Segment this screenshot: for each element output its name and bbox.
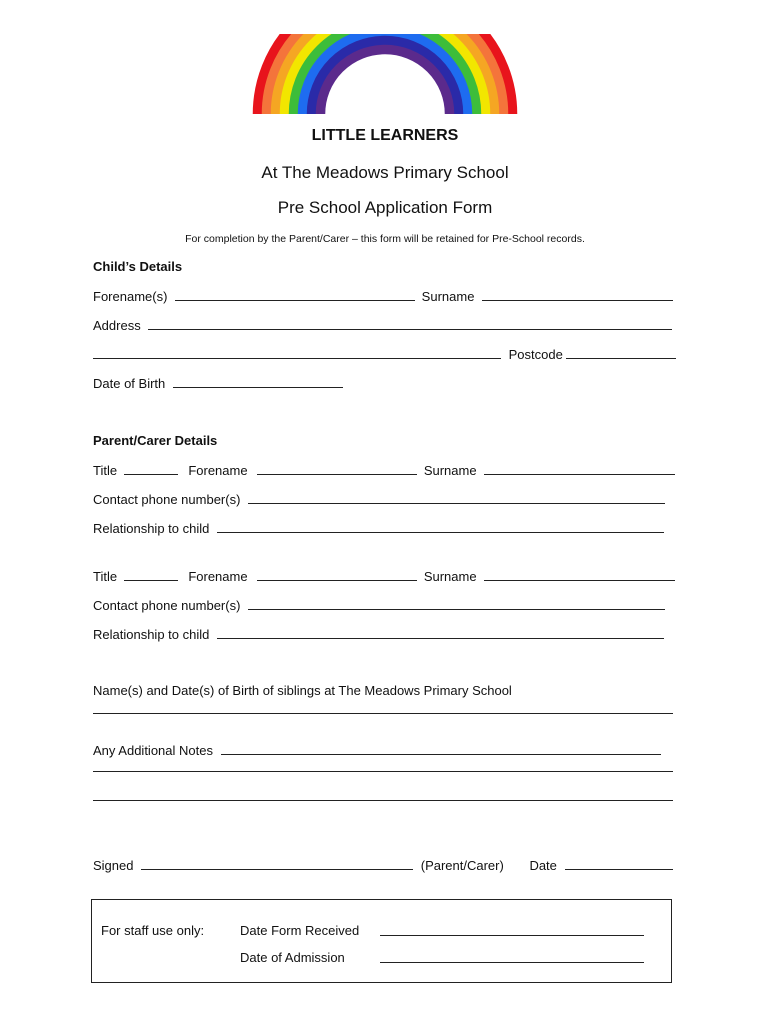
postcode-label: Postcode — [508, 347, 563, 362]
form-title: Pre School Application Form — [277, 198, 493, 217]
child-details-heading: Child’s Details — [93, 259, 183, 274]
parent2-surname-field[interactable] — [484, 568, 675, 581]
forename-label: Forename — [188, 463, 248, 478]
signature-field[interactable] — [141, 857, 413, 870]
date-form-received-field[interactable] — [380, 923, 644, 940]
parent1-phone-row — [93, 491, 665, 508]
child-address-row — [93, 317, 672, 334]
siblings-field[interactable] — [93, 713, 673, 714]
forename-label: Forename — [188, 569, 248, 584]
parent2-phone-row — [93, 597, 665, 614]
child-postcode-field[interactable] — [566, 346, 676, 359]
child-address-field[interactable] — [148, 317, 672, 330]
parent2-title-field[interactable] — [124, 568, 178, 581]
relationship-label: Relationship to child — [93, 627, 210, 642]
date-of-admission-field[interactable] — [380, 950, 644, 967]
child-surname-field[interactable] — [482, 288, 673, 301]
parent2-relationship-field[interactable] — [217, 626, 664, 639]
surname-label: Surname — [423, 463, 477, 478]
child-name-row — [93, 288, 673, 305]
notes-label: Any Additional Notes — [93, 743, 213, 758]
parent1-relationship-field[interactable] — [217, 520, 664, 533]
parent1-title-field[interactable] — [124, 462, 178, 475]
signed-label: Signed — [93, 858, 134, 873]
surname-label: Surname — [421, 289, 475, 304]
completion-note: For completion by the Parent/Carer – this form will be retained for Pre-School records. — [185, 233, 585, 245]
school-name: LITTLE LEARNERS — [311, 127, 459, 144]
surname-label: Surname — [423, 569, 477, 584]
signature-date-field[interactable] — [565, 857, 673, 870]
child-forename-field[interactable] — [175, 288, 415, 301]
parent2-relationship-row — [93, 626, 664, 643]
rainbow-logo — [250, 34, 520, 116]
notes-line-2[interactable] — [93, 771, 673, 772]
notes-field[interactable] — [221, 742, 661, 755]
child-dob-row — [93, 375, 343, 392]
date-of-admission-label: Date of Admission — [240, 950, 345, 965]
parent2-phone-field[interactable] — [248, 597, 665, 610]
forename-label: Forename(s) — [93, 289, 168, 304]
child-address-line2-field[interactable] — [93, 346, 501, 359]
staff-use-box — [91, 899, 672, 983]
address-label: Address — [93, 318, 141, 333]
notes-row — [93, 742, 661, 759]
parent-carer-label: (Parent/Carer) — [420, 858, 504, 873]
parent1-relationship-row — [93, 520, 664, 537]
parent1-name-row — [93, 462, 675, 479]
date-label: Date — [529, 858, 557, 873]
parent1-surname-field[interactable] — [484, 462, 675, 475]
parent-details-heading: Parent/Carer Details — [93, 433, 218, 448]
parent2-name-row — [93, 568, 675, 585]
child-dob-field[interactable] — [173, 375, 343, 388]
parent2-forename-field[interactable] — [257, 568, 417, 581]
phone-label: Contact phone number(s) — [93, 598, 241, 613]
parent1-forename-field[interactable] — [257, 462, 417, 475]
school-subtitle: At The Meadows Primary School — [261, 163, 509, 182]
dob-label: Date of Birth — [93, 376, 166, 391]
signature-row — [93, 857, 673, 874]
child-postcode-row — [93, 346, 676, 363]
staff-use-label: For staff use only: — [101, 923, 205, 938]
parent1-phone-field[interactable] — [248, 491, 665, 504]
title-label: Title — [93, 463, 118, 478]
phone-label: Contact phone number(s) — [93, 492, 241, 507]
siblings-label: Name(s) and Date(s) of Birth of siblings at The Meadows Primary School — [93, 683, 512, 698]
relationship-label: Relationship to child — [93, 521, 210, 536]
notes-line-3[interactable] — [93, 800, 673, 801]
title-label: Title — [93, 569, 118, 584]
date-form-received-label: Date Form Received — [240, 923, 360, 938]
